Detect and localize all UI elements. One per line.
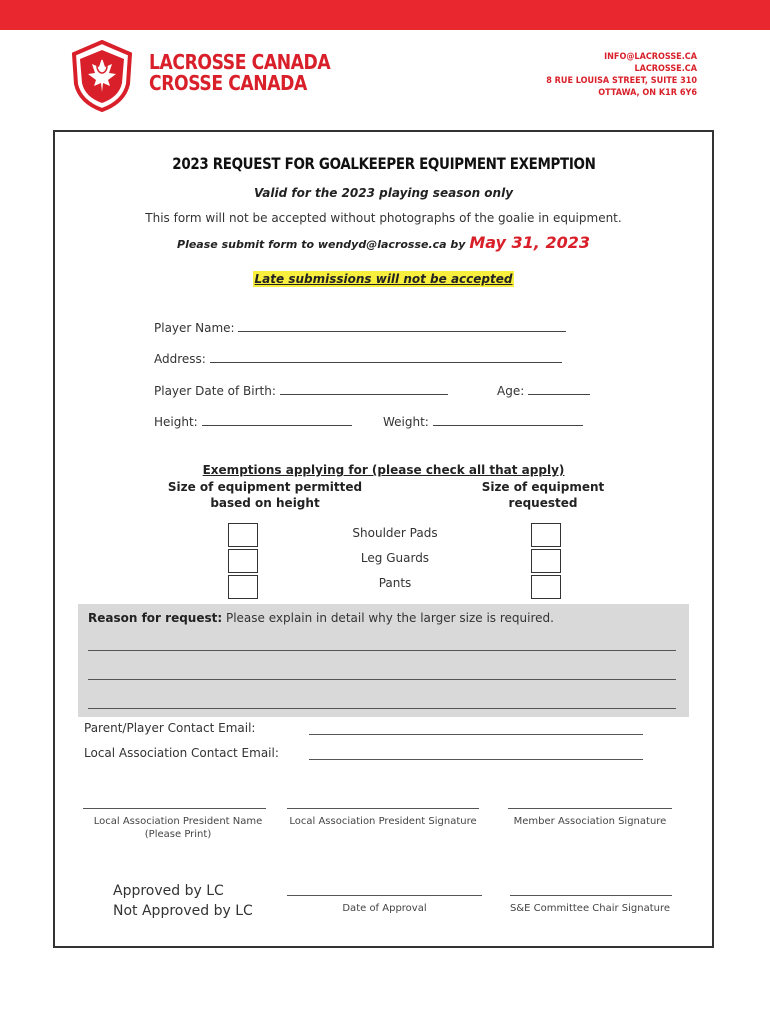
member-signature-line[interactable] [508,808,672,809]
requested-column-heading: Size of equipment requested [481,480,605,510]
exemptions-heading: Exemptions applying for (please check all that apply) [202,463,565,477]
address-label: Address: [154,352,206,366]
height-label: Height: [154,415,198,429]
permitted-column-heading: Size of equipment permitted based on height [167,480,363,510]
height-field[interactable] [154,415,352,429]
height-line[interactable] [202,415,352,426]
committee-signature-label: S&E Committee Chair Signature [509,903,671,914]
permitted-leg-guards-checkbox[interactable] [228,549,258,573]
deadline-date: May 31, 2023 [469,233,590,252]
reason-label: Reason for request: [88,611,223,625]
reason-prompt [88,611,554,625]
requested-pants-checkbox[interactable] [531,575,561,599]
dob-label: Player Date of Birth: [154,384,276,398]
age-line[interactable] [528,384,590,395]
weight-field[interactable] [383,415,583,429]
member-signature-label: Member Association Signature [513,816,667,827]
address-field[interactable] [154,352,562,366]
brand-line-2: CROSSE CANADA [149,71,307,95]
requested-shoulder-pads-checkbox[interactable] [531,523,561,547]
committee-signature-line[interactable] [510,895,672,896]
submit-text: Please submit form to wendyd@lacrosse.ca by [177,238,466,251]
approval-date-label: Date of Approval [342,903,427,914]
weight-label: Weight: [383,415,429,429]
president-signature-line[interactable] [287,808,479,809]
weight-line[interactable] [433,415,583,426]
address-line[interactable] [210,352,562,363]
player-name-line[interactable] [238,321,566,332]
late-warning: Late submissions will not be accepted [254,272,513,286]
president-signature-label: Local Association President Signature [289,816,477,827]
photo-notice: This form will not be accepted without photographs of the goalie in equipment. [145,211,622,225]
contact-street: 8 RUE LOUISA STREET, SUITE 310 [546,76,697,86]
brand-line-1: LACROSSE CANADA [149,50,331,74]
association-email-label: Local Association Contact Email: [84,746,279,760]
reason-text: Please explain in detail why the larger size is required. [222,611,554,625]
parent-email-label: Parent/Player Contact Email: [84,721,256,735]
approval-date-line[interactable] [287,895,482,896]
requested-leg-guards-checkbox[interactable] [531,549,561,573]
president-name-label: Local Association President Name (Please Print) [93,816,263,840]
not-approved-option[interactable]: Not Approved by LC [113,903,253,919]
lacrosse-canada-logo-icon [70,40,134,112]
dob-field[interactable] [154,384,448,398]
contact-website: LACROSSE.CA [634,64,697,74]
submit-instructions [53,233,714,252]
approval-options [113,881,253,921]
form-title: 2023 REQUEST FOR GOALKEEPER EQUIPMENT EXEMPTION [171,154,596,173]
association-email-line[interactable] [309,759,643,760]
player-name-field[interactable] [154,321,566,335]
player-name-label: Player Name: [154,321,235,335]
contact-city: OTTAWA, ON K1R 6Y6 [598,88,697,98]
permitted-pants-checkbox[interactable] [228,575,258,599]
brand-name [149,52,360,94]
contact-block [546,51,697,99]
age-label: Age: [497,384,525,398]
top-red-bar [0,0,770,30]
item-pants: Pants [378,576,412,590]
valid-note: Valid for the 2023 playing season only [253,186,514,200]
reason-line-2[interactable] [88,679,676,680]
president-name-line[interactable] [83,808,266,809]
permitted-shoulder-pads-checkbox[interactable] [228,523,258,547]
parent-email-line[interactable] [309,734,643,735]
reason-line-1[interactable] [88,650,676,651]
age-field[interactable] [497,384,590,398]
item-leg-guards: Leg Guards [360,551,430,565]
approved-option[interactable]: Approved by LC [113,883,224,899]
contact-email: INFO@LACROSSE.CA [604,52,697,62]
item-shoulder-pads: Shoulder Pads [352,526,438,540]
reason-line-3[interactable] [88,708,676,709]
dob-line[interactable] [280,384,448,395]
